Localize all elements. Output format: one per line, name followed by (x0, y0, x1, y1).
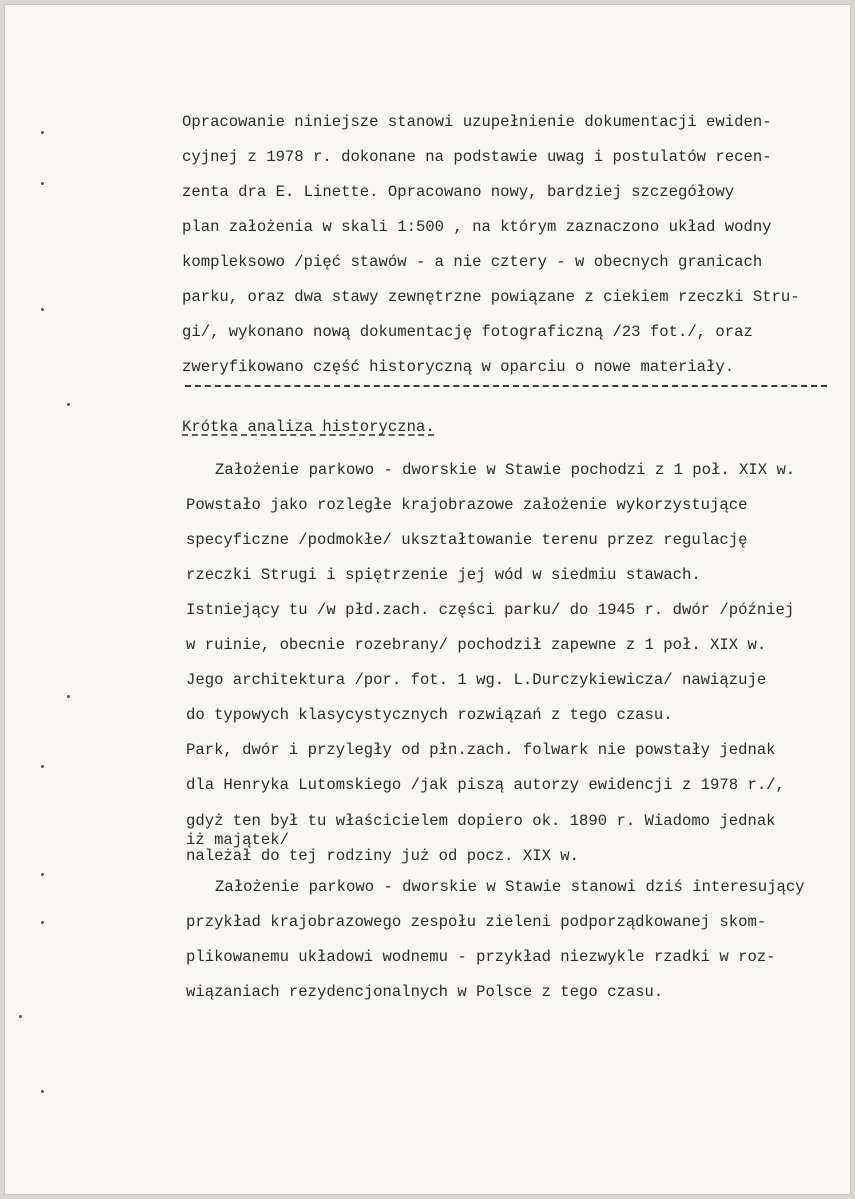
paper-speck (41, 131, 44, 134)
closing-line: Założenie parkowo - dworskie w Stawie stanowi dziś interesujący (215, 878, 805, 896)
closing-line: przykład krajobrazowego zespołu zieleni podporządkowanej skom- (186, 913, 767, 931)
intro-line: gi/, wykonano nową dokumentację fotograficzną /23 fot./, oraz (182, 323, 753, 341)
intro-line: parku, oraz dwa stawy zewnętrzne powiązane z ciekiem rzeczki Stru- (182, 288, 800, 306)
paper-speck (41, 1090, 44, 1093)
section-line: rzeczki Strugi i spiętrzenie jej wód w siedmiu stawach. (186, 566, 701, 584)
paper-speck (41, 308, 44, 311)
paper-speck (41, 873, 44, 876)
section-line: iż majątek/ (186, 831, 289, 849)
section-line: Powstało jako rozległe krajobrazowe założenie wykorzystujące (186, 496, 748, 514)
intro-line: Opracowanie niniejsze stanowi uzupełnienie dokumentacji ewiden- (182, 113, 772, 131)
paper-speck (19, 1015, 22, 1018)
paper-speck (41, 182, 44, 185)
paper-speck (41, 921, 44, 924)
paper-speck (67, 695, 70, 698)
section-line: w ruinie, obecnie rozebrany/ pochodził zapewne z 1 poł. XIX w. (186, 636, 767, 654)
section-line: dla Henryka Lutomskiego /jak piszą autorzy ewidencji z 1978 r./, (186, 776, 785, 794)
intro-line: zweryfikowano część historyczną w oparciu o nowe materiały. (182, 358, 735, 376)
dashed-divider (185, 385, 827, 387)
section-heading: Krótka analiza historyczna. (182, 418, 435, 436)
closing-line: wiązaniach rezydencjonalnych w Polsce z tego czasu. (186, 983, 664, 1001)
intro-line: kompleksowo /pięć stawów - a nie cztery - w obecnych granicach (182, 253, 763, 271)
paper-speck (41, 765, 44, 768)
typed-document-page (4, 4, 851, 1195)
section-line: do typowych klasycystycznych rozwiązań z tego czasu. (186, 706, 673, 724)
section-line: Park, dwór i przyległy od płn.zach. folwark nie powstały jednak (186, 741, 776, 759)
closing-line: plikowanemu układowi wodnemu - przykład niezwykle rzadki w roz- (186, 948, 776, 966)
intro-line: zenta dra E. Linette. Opracowano nowy, bardziej szczegółowy (182, 183, 735, 201)
intro-line: plan założenia w skali 1:500 , na którym zaznaczono układ wodny (182, 218, 772, 236)
section-line: specyficzne /podmokłe/ ukształtowanie terenu przez regulację (186, 531, 748, 549)
section-line: Jego architektura /por. fot. 1 wg. L.Durczykiewicza/ nawiązuje (186, 671, 767, 689)
paper-speck (67, 403, 70, 406)
section-line: należał do tej rodziny już od pocz. XIX w. (186, 847, 580, 865)
intro-line: cyjnej z 1978 r. dokonane na podstawie uwag i postulatów recen- (182, 148, 772, 166)
section-line: Istniejący tu /w płd.zach. części parku/ do 1945 r. dwór /później (186, 601, 795, 619)
section-line: Założenie parkowo - dworskie w Stawie pochodzi z 1 poł. XIX w. (215, 461, 796, 479)
section-line: gdyż ten był tu właścicielem dopiero ok. 1890 r. Wiadomo jednak (186, 812, 776, 830)
